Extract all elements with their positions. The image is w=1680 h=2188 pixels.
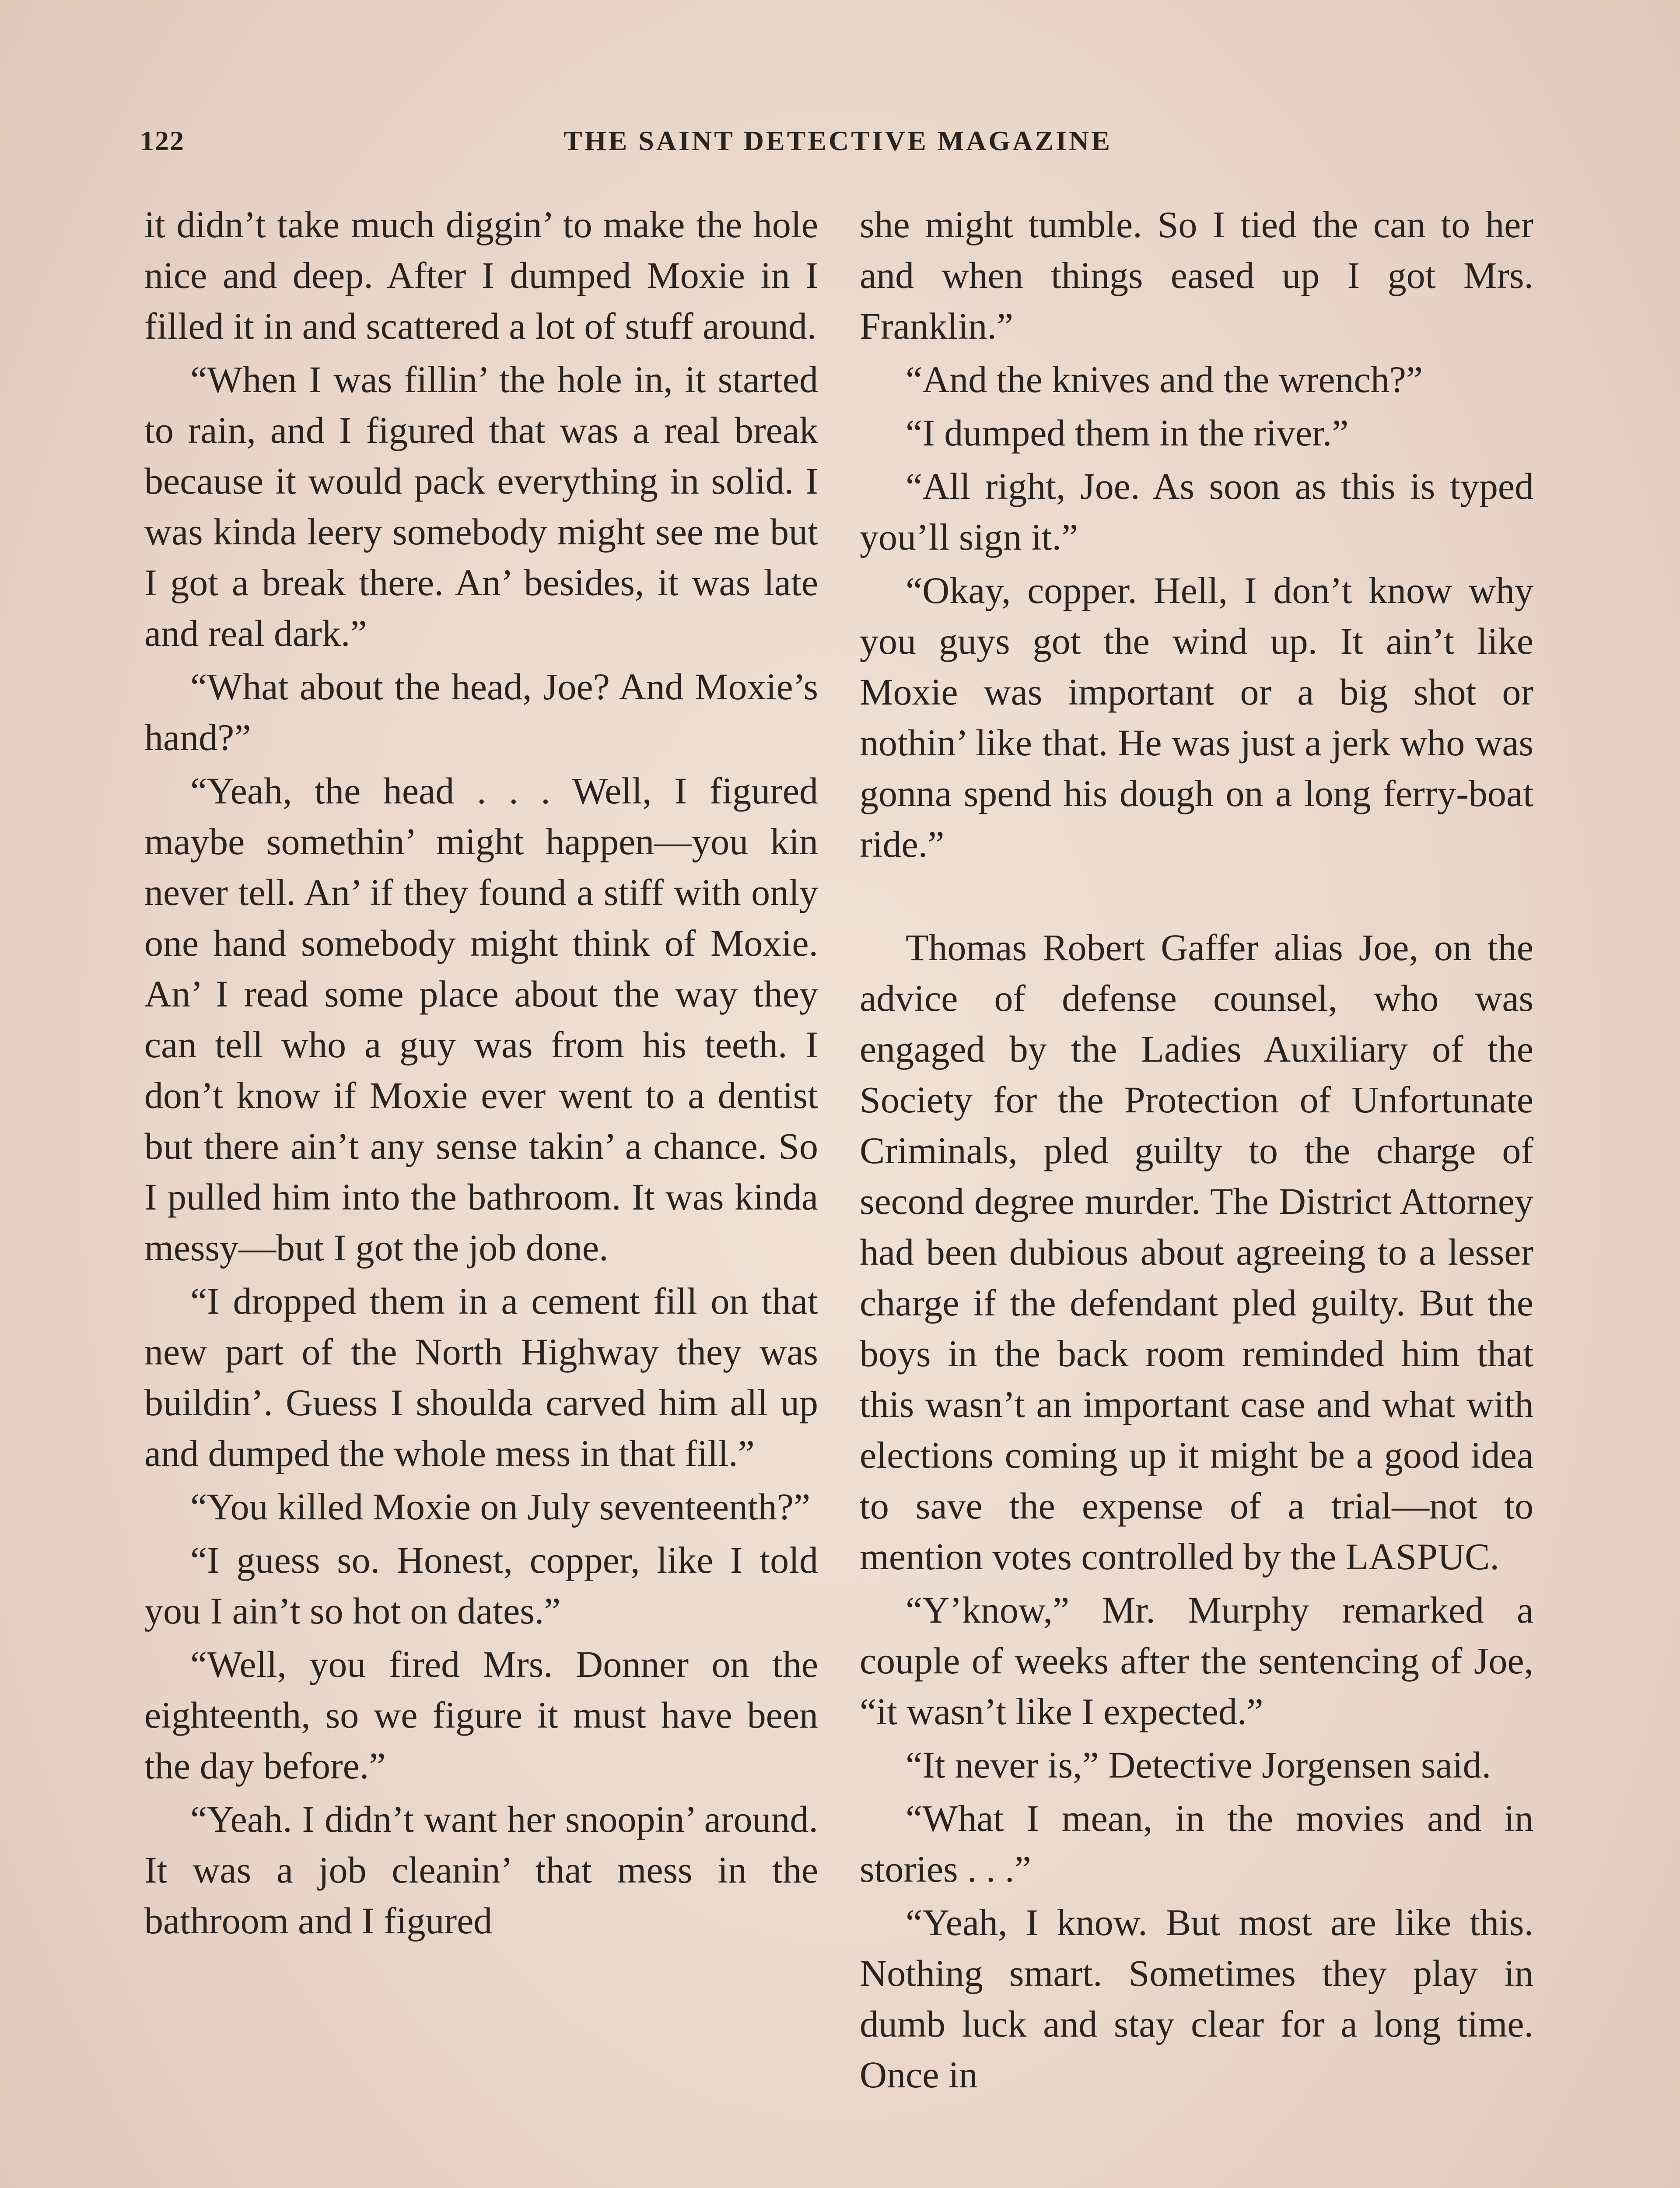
paragraph: it didn’t take much diggin’ to make the hole nice and deep. After I dumped Moxie in I filled it in and scattered a lot of stuff around. (144, 203, 818, 347)
paragraph: “When I was fillin’ the hole in, it started to rain, and I figured that was a real break because it would pack everything in solid. I was kinda leery somebody might see me but I got a break there. An’ besides, it was late and real dark.” (144, 358, 818, 654)
paragraph: “It never is,” Detective Jorgensen said. (906, 1744, 1491, 1786)
paragraph: “I dropped them in a cement fill on that new part of the North Highway they was buildin’. Guess I shoulda carved him all up and dumped the whole mess in that fill.” (144, 1280, 818, 1474)
left-column (144, 199, 818, 2188)
paragraph: Thomas Robert Gaffer alias Joe, on the advice of defense counsel, who was engaged by the Ladies Auxiliary of the Society for the Protection of Unfortunate Criminals, pled guilty to the charge of second degree murder. The District Attorney had been dubious about agreeing to a lesser charge if the defendant pled guilty. But the boys in the back room reminded him that this wasn’t an important case and what with elections coming up it might be a good idea to save the expense of a trial—not to mention votes controlled by the LASPUC. (860, 926, 1533, 1578)
page-number: 122 (140, 125, 185, 156)
right-column (860, 199, 1533, 2188)
paragraph: she might tumble. So I tied the can to her and when things eased up I got Mrs. Franklin.” (860, 203, 1533, 347)
paragraph: “All right, Joe. As soon as this is typed you’ll sign it.” (860, 465, 1533, 558)
paragraph: “Yeah, I know. But most are like this. Nothing smart. Sometimes they play in dumb luck and stay clear for a long time. Once in (860, 1901, 1533, 2096)
paragraph: “What about the head, Joe? And Moxie’s hand?” (144, 666, 818, 758)
paragraph: “What I mean, in the movies and in stories . . .” (860, 1797, 1533, 1890)
paragraph: “Yeah, the head . . . Well, I figured maybe somethin’ might happen—you kin never tell. An’ if they found a stiff with only one hand somebody might think of Moxie. An’ I read some place about the way they can tell who a guy was from his teeth. I don’t know if Moxie ever went to a dentist but there ain’t any sense takin’ a chance. So I pulled him into the bathroom. It was kinda messy—but I got the job done. (144, 770, 818, 1269)
paragraph: “Okay, copper. Hell, I don’t know why you guys got the wind up. It ain’t like Moxie was important or a big shot or nothin’ like that. He was just a jerk who was gonna spend his dough on a long ferry-boat ride.” (860, 569, 1533, 865)
page-header (140, 125, 1536, 177)
paragraph: “Well, you fired Mrs. Donner on the eighteenth, so we figure it must have been the day before.” (144, 1643, 818, 1787)
paragraph: “You killed Moxie on July seventeenth?” (190, 1486, 811, 1528)
paragraph: “I guess so. Honest, copper, like I told you I ain’t so hot on dates.” (144, 1539, 818, 1632)
paragraph: “I dumped them in the river.” (906, 412, 1349, 454)
running-head: THE SAINT DETECTIVE MAGAZINE (564, 125, 1112, 156)
paragraph: “Y’know,” Mr. Murphy remarked a couple of weeks after the sentencing of Joe, “it wasn’t like I expected.” (860, 1589, 1533, 1732)
paragraph: “Yeah. I didn’t want her snoopin’ around. It was a job cleanin’ that mess in the bathroom and I figured (144, 1798, 818, 1942)
paragraph: “And the knives and the wrench?” (906, 358, 1423, 400)
